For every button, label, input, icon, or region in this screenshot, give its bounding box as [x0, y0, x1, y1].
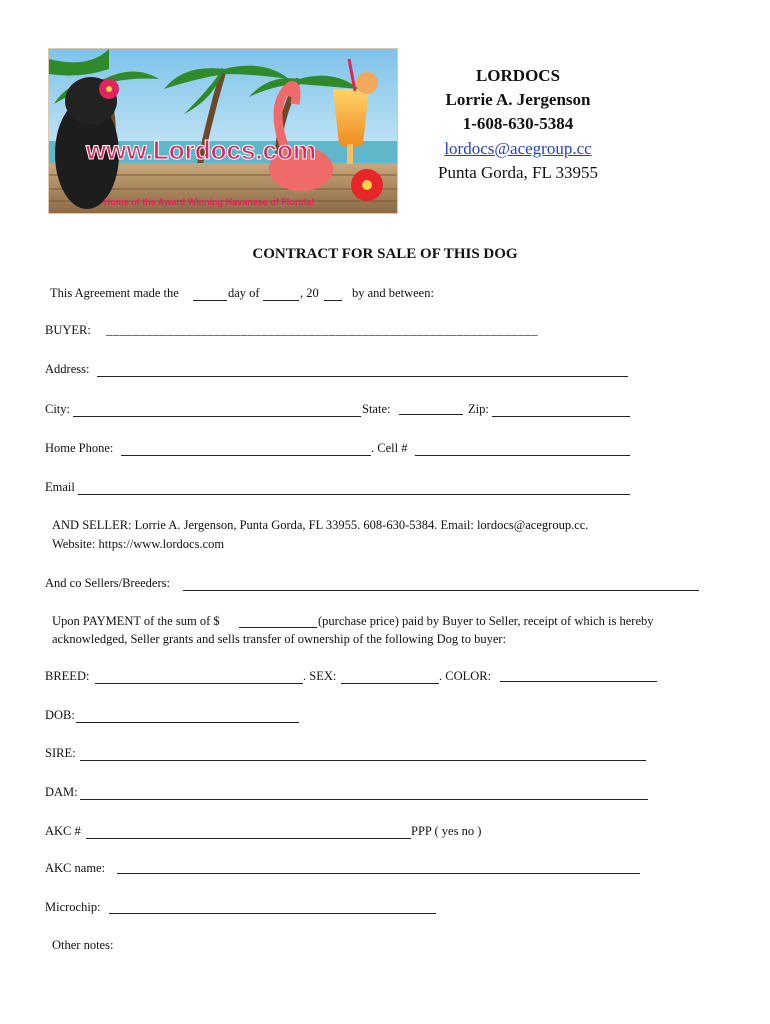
- state-label: State:: [362, 402, 391, 416]
- city-label: City:: [45, 402, 71, 416]
- dam-label: DAM:: [45, 785, 78, 799]
- banner-tagline: Home of the Award Winning Havanese of Florida!: [103, 197, 315, 207]
- breed-field[interactable]: [95, 683, 303, 684]
- payment-text-b: (purchase price) paid by Buyer to Seller, receipt of which is hereby: [318, 614, 654, 628]
- address-field[interactable]: [97, 376, 628, 377]
- sire-field[interactable]: [80, 760, 646, 761]
- agreement-prefix: This Agreement made the: [50, 286, 179, 300]
- akc-name-label: AKC name:: [45, 861, 106, 875]
- buyer-field[interactable]: ________________________________________________________________: [106, 323, 538, 337]
- agreement-suffix: by and between:: [352, 286, 434, 300]
- location-text: Punta Gorda, FL 33955: [438, 163, 598, 182]
- month-field[interactable]: [263, 300, 299, 301]
- dob-field[interactable]: [76, 722, 299, 723]
- home-phone-field[interactable]: [121, 455, 371, 456]
- cell-field[interactable]: [415, 455, 630, 456]
- seller-line-2: Website: https://www.lordocs.com: [52, 537, 225, 551]
- zip-label: Zip:: [468, 402, 489, 416]
- lordocs-banner-image: [48, 48, 398, 214]
- phone-number: 1-608-630-5384: [462, 114, 574, 133]
- purchase-price-field[interactable]: [239, 627, 317, 628]
- color-field[interactable]: [500, 681, 657, 682]
- akc-name-field[interactable]: [117, 873, 640, 874]
- payment-text-line-2: acknowledged, Seller grants and sells transfer of ownership of the following Dog to buyer:: [52, 632, 507, 646]
- seller-line-1: AND SELLER: Lorrie A. Jergenson, Punta Gorda, FL 33955. 608-630-5384. Email: lordocs@acegroup.cc.: [52, 518, 589, 532]
- owner-name: Lorrie A. Jergenson: [445, 90, 591, 109]
- year-field[interactable]: [324, 300, 342, 301]
- zip-field[interactable]: [492, 416, 630, 417]
- buyer-label: BUYER:: [45, 323, 91, 337]
- akc-number-label: AKC #: [45, 824, 81, 838]
- banner-site-text: www.Lordocs.com: [85, 135, 317, 165]
- home-phone-label: Home Phone:: [45, 441, 114, 455]
- state-field[interactable]: [399, 414, 463, 415]
- co-sellers-field[interactable]: [183, 590, 699, 591]
- akc-number-field[interactable]: [86, 838, 411, 839]
- document-title: CONTRACT FOR SALE OF THIS DOG: [252, 246, 518, 262]
- sex-field[interactable]: [341, 683, 439, 684]
- co-sellers-label: And co Sellers/Breeders:: [45, 576, 170, 590]
- ppp-label: PPP ( yes no ): [411, 824, 482, 838]
- city-field[interactable]: [73, 416, 361, 417]
- address-label: Address:: [45, 362, 90, 376]
- email-label: Email: [45, 480, 75, 494]
- sire-label: SIRE:: [45, 746, 76, 760]
- microchip-field[interactable]: [109, 913, 436, 914]
- dob-label: DOB:: [45, 708, 75, 722]
- agreement-year: , 20: [300, 286, 319, 300]
- other-notes-label: Other notes:: [52, 938, 114, 952]
- day-field[interactable]: [193, 300, 227, 301]
- breed-label: BREED:: [45, 669, 90, 683]
- dam-field[interactable]: [80, 799, 648, 800]
- email-field[interactable]: [78, 494, 630, 495]
- email-link[interactable]: lordocs@acegroup.cc: [444, 139, 592, 158]
- agreement-day-of: day of: [228, 286, 260, 300]
- payment-text-a: Upon PAYMENT of the sum of $: [52, 614, 220, 628]
- company-name: LORDOCS: [475, 66, 561, 85]
- color-label: . COLOR:: [439, 669, 492, 683]
- microchip-label: Microchip:: [45, 900, 101, 914]
- sex-label: . SEX:: [303, 669, 337, 683]
- cell-label: . Cell #: [371, 441, 408, 455]
